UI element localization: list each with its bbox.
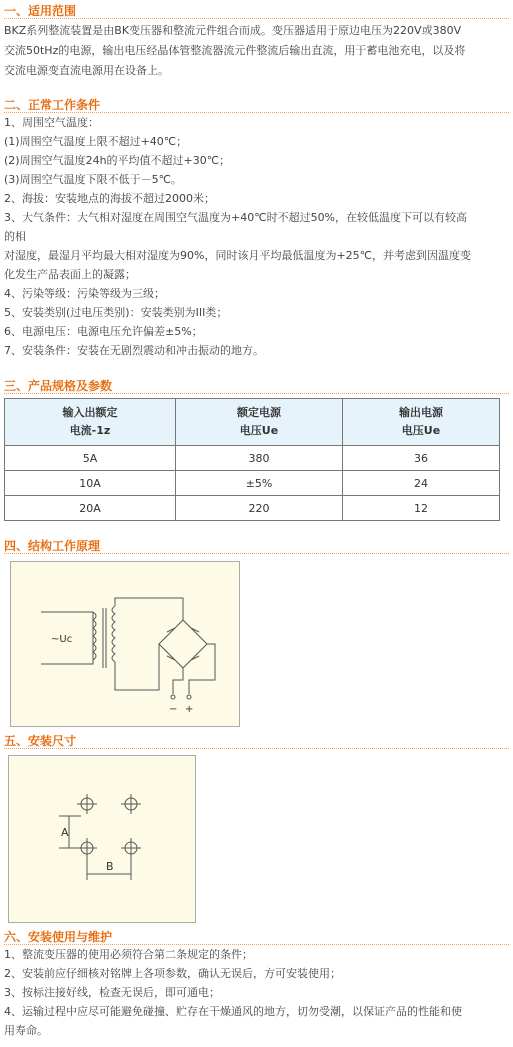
secondary-coil-icon bbox=[112, 606, 115, 662]
table-cell: 12 bbox=[343, 496, 500, 521]
text-line: 4、污染等级：污染等级为三级； bbox=[4, 287, 165, 300]
text-line: (2)周围空气温度24h的平均值不超过+30℃； bbox=[4, 154, 231, 167]
section-title-maintenance: 六、安装使用与维护 bbox=[4, 930, 113, 944]
positive-terminal-label: + bbox=[185, 704, 194, 715]
column-header bbox=[176, 399, 343, 446]
text-line: (1)周围空气温度上限不超过+40℃； bbox=[4, 135, 188, 148]
dimension-b-label: B bbox=[106, 860, 114, 873]
table-row bbox=[5, 471, 500, 496]
table-cell: 220 bbox=[176, 496, 343, 521]
primary-coil-icon bbox=[93, 612, 96, 660]
table-row bbox=[5, 446, 500, 471]
header-line: 电流-1z bbox=[69, 424, 111, 437]
circuit-diagram-svg bbox=[11, 562, 239, 726]
spec-table bbox=[4, 398, 500, 521]
text-line: 7、安装条件：安装在无剧烈震动和冲击振动的地方。 bbox=[4, 344, 264, 357]
text-line: 4、运输过程中应尽可能避免碰撞、贮存在干燥通风的地方，切勿受潮，以保证产品的性能和使 bbox=[4, 1005, 462, 1018]
table-cell: 5A bbox=[5, 446, 176, 471]
table-cell: 36 bbox=[343, 446, 500, 471]
header-line: 额定电源 bbox=[237, 406, 281, 419]
text-line: 6、电源电压：电源电压允许偏差±5%； bbox=[4, 325, 203, 338]
section-title-scope: 一、适用范围 bbox=[4, 4, 77, 18]
input-voltage-label: ~Uc bbox=[51, 634, 73, 645]
section-title-specs: 三、产品规格及参数 bbox=[4, 379, 113, 393]
header-line: 电压Ue bbox=[401, 424, 441, 437]
table-cell: 10A bbox=[5, 471, 176, 496]
divider bbox=[4, 944, 509, 945]
table-cell: 20A bbox=[5, 496, 176, 521]
text-line: (3)周围空气温度下限不低于－5℃。 bbox=[4, 173, 182, 186]
secondary-wire bbox=[115, 598, 183, 620]
text-line: 的相 bbox=[4, 230, 26, 243]
terminal-icon bbox=[187, 695, 191, 699]
text-line: 2、安装前应仔细核对铭牌上各项参数，确认无误后，方可安装使用； bbox=[4, 967, 341, 980]
header-line: 电压Ue bbox=[239, 424, 279, 437]
section-title-dimensions: 五、安装尺寸 bbox=[4, 734, 77, 748]
text-line: 3、大气条件：大气相对湿度在周围空气温度为+40℃时不超过50%，在较低温度下可以有较高 bbox=[4, 211, 468, 224]
table-cell: 24 bbox=[343, 471, 500, 496]
text-line: 用寿命。 bbox=[4, 1024, 48, 1037]
circuit-diagram bbox=[10, 561, 240, 727]
text-line: 交流50tHz的电源，输出电压经晶体管整流器流元件整流后输出直流，用于蓄电池充电，以及将 bbox=[4, 44, 466, 57]
text-line: 5、安装类别(过电压类别)：安装类别为III类； bbox=[4, 306, 228, 319]
mounting-hole-icon bbox=[77, 794, 97, 814]
text-line: 对湿度，最湿月平均最大相对湿度为90%，同时该月平均最低温度为+25℃，并考虑到因温度变 bbox=[4, 249, 472, 262]
text-line: 3、按标注接好线，检查无误后，即可通电； bbox=[4, 986, 220, 999]
column-header bbox=[343, 399, 500, 446]
mounting-hole-icon bbox=[121, 838, 141, 858]
divider bbox=[4, 393, 509, 394]
text-line: BKZ系列整流装置是由BK变压器和整流元件组合而成。变压器适用于原边电压为220V或380V bbox=[4, 24, 462, 37]
table-row bbox=[5, 496, 500, 521]
text-line: 1、整流变压器的使用必须符合第二条规定的条件； bbox=[4, 948, 253, 961]
divider bbox=[4, 553, 509, 554]
table-header-row bbox=[5, 399, 500, 446]
section-title-principle: 四、结构工作原理 bbox=[4, 539, 101, 553]
output-wire bbox=[173, 668, 183, 694]
text-line: 化发生产品表面上的凝露； bbox=[4, 268, 136, 281]
header-line: 输出电源 bbox=[399, 406, 443, 419]
table-cell: 380 bbox=[176, 446, 343, 471]
divider bbox=[4, 112, 509, 113]
negative-terminal-label: − bbox=[169, 704, 178, 715]
secondary-wire bbox=[115, 644, 159, 690]
column-header bbox=[5, 399, 176, 446]
header-line: 输入出额定 bbox=[62, 406, 118, 419]
mounting-diagram bbox=[8, 755, 196, 923]
mounting-diagram-svg bbox=[9, 756, 195, 922]
terminal-icon bbox=[171, 695, 175, 699]
divider bbox=[4, 18, 509, 19]
mounting-hole-icon bbox=[121, 794, 141, 814]
table-cell: ±5% bbox=[176, 471, 343, 496]
divider bbox=[4, 748, 509, 749]
section-title-conditions: 二、正常工作条件 bbox=[4, 98, 101, 112]
output-wire bbox=[189, 644, 215, 694]
text-line: 交流电源变直流电源用在设备上。 bbox=[4, 64, 169, 77]
text-line: 1、周围空气温度： bbox=[4, 116, 99, 129]
text-line: 2、海拔：安装地点的海拔不超过2000米； bbox=[4, 192, 215, 205]
bridge-rectifier-icon bbox=[159, 620, 207, 668]
dimension-a-label: A bbox=[61, 826, 69, 839]
